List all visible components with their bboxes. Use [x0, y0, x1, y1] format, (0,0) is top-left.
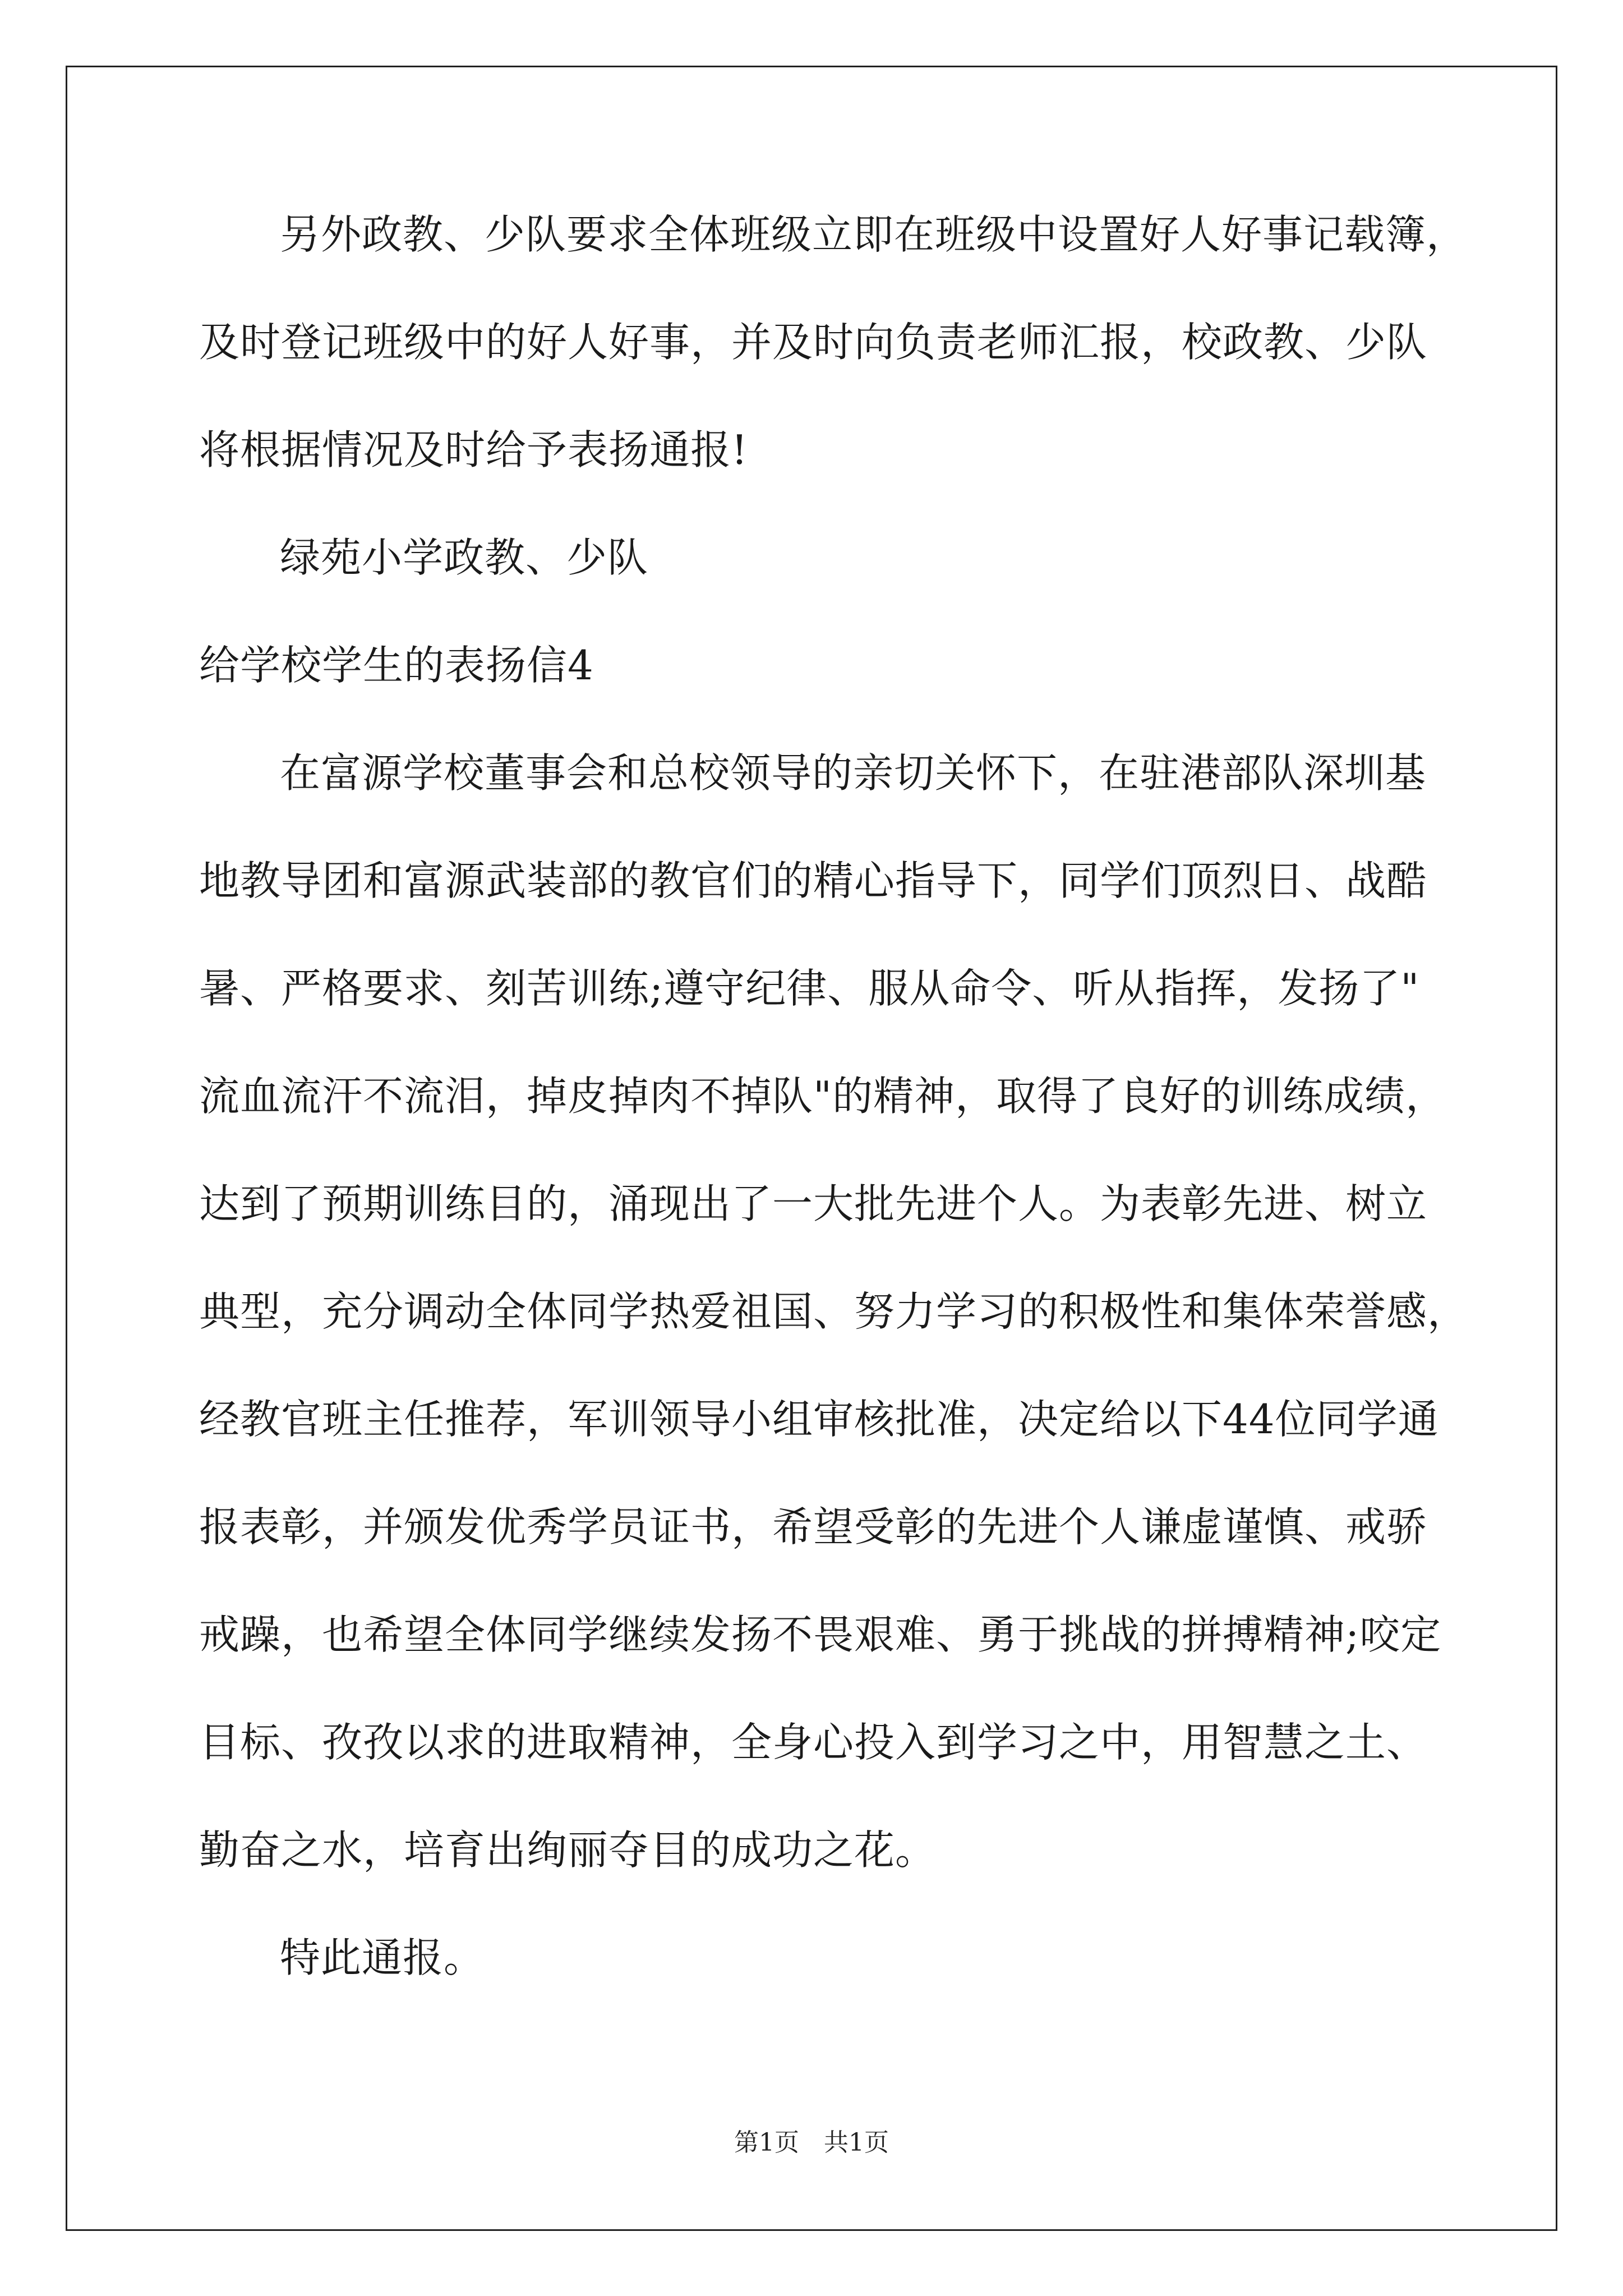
paragraph-line: 达到了预期训练目的，涌现出了一大批先进个人。为表彰先进、树立 [199, 1180, 1428, 1227]
paragraph-line: 勤奋之水，培育出绚丽夺目的成功之花。 [199, 1826, 937, 1874]
paragraph-line: 经教官班主任推荐，军训领导小组审核批准，决定给以下44位同学通 [199, 1396, 1439, 1443]
closing-line: 特此通报。 [280, 1934, 485, 1981]
page-number-footer: 第1页 共1页 [734, 2128, 889, 2157]
paragraph-line: 戒躁，也希望全体同学继续发扬不畏艰难、勇于挑战的拼搏精神;咬定 [199, 1611, 1442, 1658]
paragraph-line: 地教导团和富源武装部的教官们的精心指导下，同学们顶烈日、战酷 [199, 857, 1428, 904]
signature-line: 绿苑小学政教、少队 [280, 534, 649, 581]
section-heading: 给学校学生的表扬信4 [199, 642, 594, 689]
paragraph-line: 及时登记班级中的好人好事，并及时向负责老师汇报，校政教、少队 [199, 319, 1428, 366]
paragraph-line: 另外政教、少队要求全体班级立即在班级中设置好人好事记载簿， [280, 211, 1468, 258]
paragraph-line: 典型，充分调动全体同学热爱祖国、努力学习的积极性和集体荣誉感， [199, 1288, 1469, 1335]
paragraph-line: 报表彰，并颁发优秀学员证书，希望受彰的先进个人谦虚谨慎、戒骄 [199, 1503, 1428, 1550]
paragraph-line: 目标、孜孜以求的进取精神，全身心投入到学习之中，用智慧之土、 [199, 1719, 1428, 1766]
paragraph-line: 暑、严格要求、刻苦训练;遵守纪律、服从命令、听从指挥，发扬了" [199, 965, 1420, 1012]
paragraph-line: 在富源学校董事会和总校领导的亲切关怀下，在驻港部队深圳基 [280, 749, 1427, 797]
document-body [199, 208, 1469, 2039]
paragraph-line: 流血流汗不流泪，掉皮掉肉不掉队"的精神，取得了良好的训练成绩， [199, 1073, 1447, 1120]
paragraph-line: 将根据情况及时给予表扬通报! [199, 426, 748, 473]
